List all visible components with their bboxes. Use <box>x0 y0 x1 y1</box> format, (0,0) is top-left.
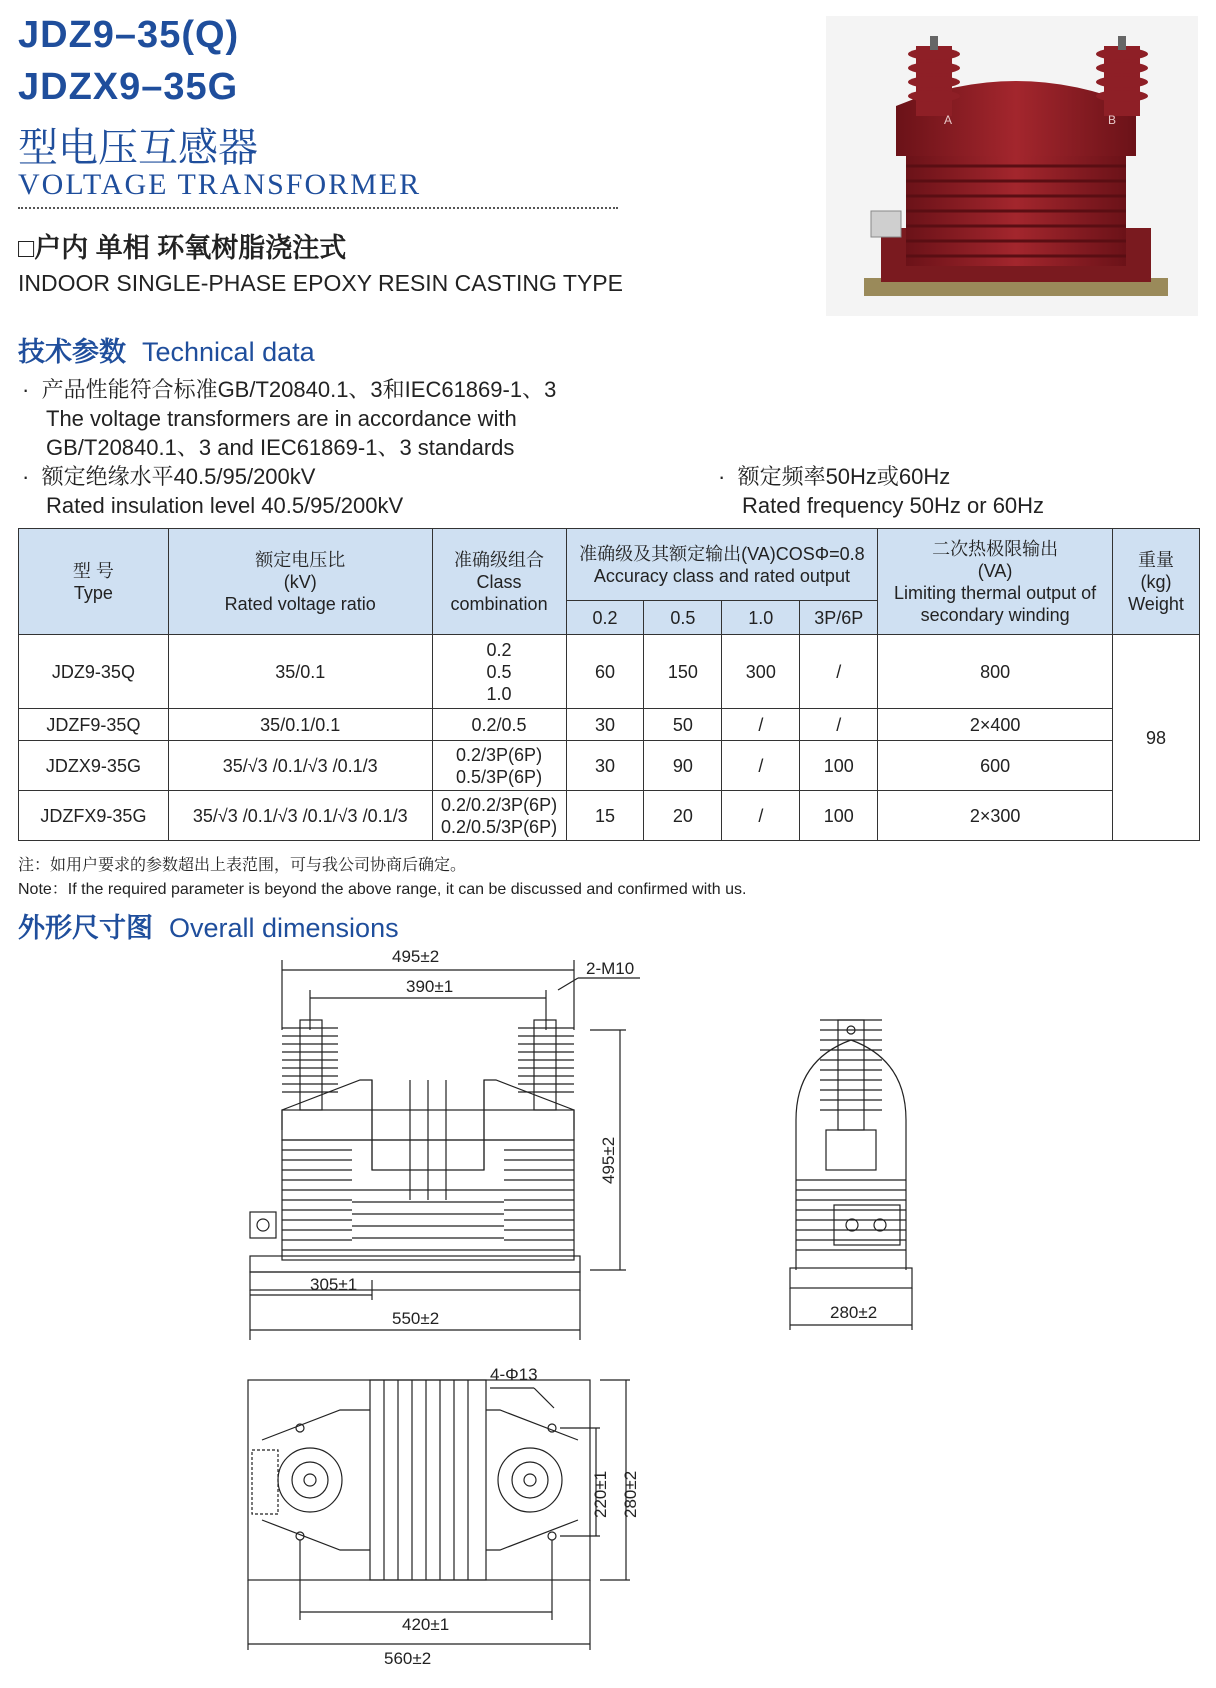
dim-495-width: 495±2 <box>392 947 440 966</box>
bullet-frequency: · 额定频率50Hz或60Hz Rated frequency 50Hz or 60Hz <box>718 464 1045 518</box>
header-ratio: 额定电压比 (kV) Rated voltage ratio <box>168 529 432 635</box>
dim-560: 560±2 <box>384 1649 432 1668</box>
bullet3-en: Rated frequency 50Hz or 60Hz <box>742 493 1045 518</box>
subtitle-en: INDOOR SINGLE-PHASE EPOXY RESIN CASTING TYPE <box>18 270 623 296</box>
header-accuracy: 准确级及其额定输出(VA)COSΦ=0.8 Accuracy class and rated output <box>566 529 878 601</box>
dimensions-heading-en: Overall dimensions <box>169 913 399 943</box>
dimension-drawings <box>0 940 1216 1688</box>
header-weight: 重量 (kg) Weight <box>1112 529 1199 635</box>
technical-heading <box>18 330 315 369</box>
photo-label-a: A <box>944 113 953 127</box>
dim-495-height: 495±2 <box>599 1136 618 1184</box>
weight-cell: 98 <box>1112 635 1199 841</box>
model-title-2: JDZX9–35G <box>18 66 239 108</box>
subtitle-cn: □户内 单相 环氧树脂浇注式 <box>18 233 347 263</box>
header-acc-02: 0.2 <box>566 601 644 635</box>
table-row: JDZ9-35Q 35/0.1 0.2 0.5 1.0 60 150 300 / 800 98 <box>19 635 1200 709</box>
bullet-standards: · 产品性能符合标准GB/T20840.1、3和IEC61869-1、3 The voltage transformers are in accordance with GB/T20840.1、3 and IEC61869-1、3 standards · 额定绝缘水平40.5/95/200kV Rated insulation level 40.5/95/200kV <box>22 377 557 518</box>
dim-220: 220±1 <box>591 1470 610 1518</box>
bullet1-en-2: GB/T20840.1、3 and IEC61869-1、3 standards <box>46 435 515 460</box>
bullet2-en: Rated insulation level 40.5/95/200kV <box>46 493 404 518</box>
bullet1-en-1: The voltage transformers are in accordance with <box>46 406 517 431</box>
plan-view-drawing <box>248 1380 630 1650</box>
note-en: Note：If the required parameter is beyond the above range, it can be discussed and confirmed with us. <box>18 881 747 898</box>
dim-4-holes: 4-Φ13 <box>490 1365 538 1384</box>
header-acc-3p: 3P/6P <box>800 601 878 635</box>
bullet3-cn: 额定频率50Hz或60Hz <box>737 464 951 489</box>
table-row: JDZFX9-35G 35/√3 /0.1/√3 /0.1/√3 /0.1/3 0.2/0.2/3P(6P) 0.2/0.5/3P(6P) 15 20 / 100 2×300 <box>19 791 1200 841</box>
bullet2-cn: 额定绝缘水平40.5/95/200kV <box>41 464 316 489</box>
header-acc-05: 0.5 <box>644 601 722 635</box>
product-photo <box>826 16 1198 316</box>
header-thermal: 二次热极限输出 (VA) Limiting thermal output of secondary winding <box>878 529 1113 635</box>
front-view-drawing <box>250 960 640 1340</box>
header-class: 准确级组合 Class combination <box>432 529 566 635</box>
dim-390: 390±1 <box>406 977 454 996</box>
spec-table <box>18 528 1200 841</box>
dimensions-heading-cn: 外形尺寸图 <box>18 913 153 943</box>
title-en: VOLTAGE TRANSFORMER <box>18 168 422 201</box>
technical-heading-en: Technical data <box>142 337 315 367</box>
dim-420: 420±1 <box>402 1615 450 1634</box>
photo-label-b: B <box>1108 113 1117 127</box>
bullet1-cn: 产品性能符合标准GB/T20840.1、3和IEC61869-1、3 <box>41 377 557 402</box>
side-view-drawing <box>790 1020 912 1330</box>
dim-305: 305±1 <box>310 1275 358 1294</box>
header-acc-10: 1.0 <box>722 601 800 635</box>
title-cn: 型电压互感器 <box>18 125 258 171</box>
dotted-divider <box>18 207 618 209</box>
technical-heading-cn: 技术参数 <box>18 337 126 367</box>
table-row: JDZF9-35Q 35/0.1/0.1 0.2/0.5 30 50 / / 2×400 <box>19 709 1200 741</box>
header-type: 型 号 Type <box>19 529 169 635</box>
dim-550: 550±2 <box>392 1309 440 1328</box>
dim-2-m10: 2-M10 <box>586 959 635 978</box>
model-title-1: JDZ9–35(Q) <box>18 14 240 56</box>
dim-280-plan: 280±2 <box>621 1470 640 1518</box>
dim-280-side: 280±2 <box>830 1303 878 1322</box>
table-row: JDZX9-35G 35/√3 /0.1/√3 /0.1/3 0.2/3P(6P) 0.5/3P(6P) 30 90 / 100 600 <box>19 741 1200 791</box>
note-cn: 注：如用户要求的参数超出上表范围，可与我公司协商后确定。 <box>18 857 467 874</box>
